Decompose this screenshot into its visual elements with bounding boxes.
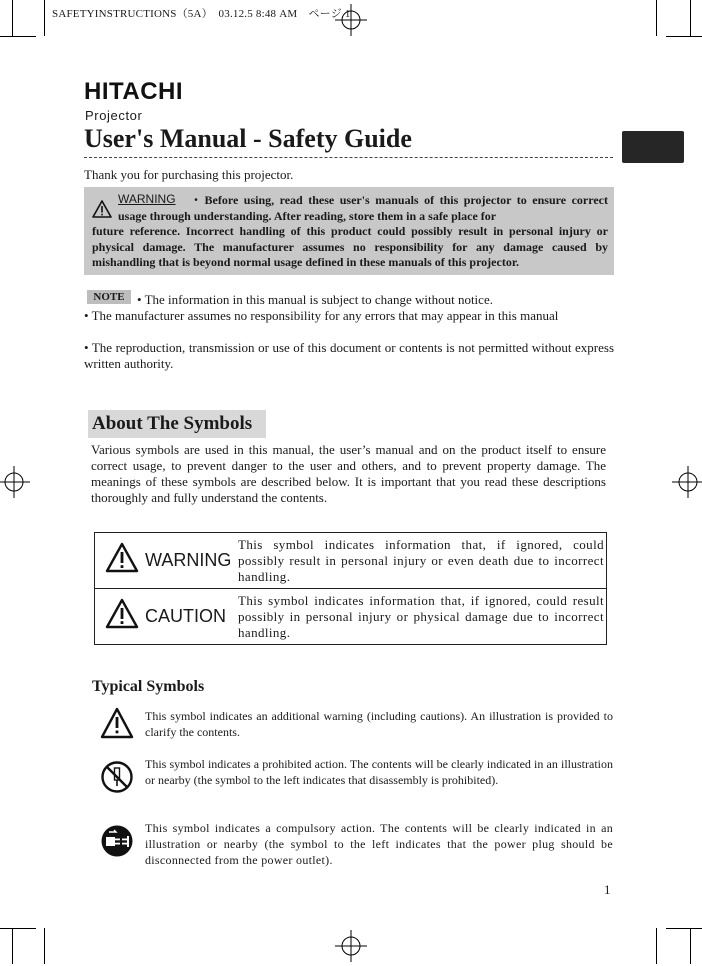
no-disassembly-icon (100, 760, 134, 794)
language-tab (622, 131, 684, 163)
crop-mark (12, 928, 13, 964)
brand-logo: HITACHI (84, 78, 184, 105)
section-heading: About The Symbols (88, 410, 266, 438)
crop-mark (0, 36, 36, 37)
registration-mark-right (668, 462, 702, 502)
typical-symbol-text: This symbol indicates an additional warning (including cautions). An illustration is provided to clarify the contents. (145, 709, 613, 739)
print-header: SAFETYINSTRUCTIONS（5A） 03.12.5 8:48 AM ページ 1 (52, 8, 351, 20)
symbol-description: This symbol indicates information that, if ignored, could result possibly in personal injury or physical damage due to incorrect handling. (237, 589, 607, 645)
crop-mark (690, 0, 691, 36)
page-number: 1 (604, 882, 611, 897)
table-row (95, 589, 607, 645)
warning-triangle-icon (100, 706, 134, 740)
warning-label: WARNING (118, 192, 176, 206)
product-label: Projector (85, 108, 143, 123)
typical-symbol-text: This symbol indicates a prohibited action. The contents will be clearly indicated in an illustration or nearby (the symbol to the left indicates that disassembly is prohibited). (145, 757, 613, 787)
note-badge: NOTE (87, 290, 131, 304)
crop-mark (12, 0, 13, 36)
typical-symbols-heading: Typical Symbols (92, 678, 205, 695)
note-item: • The reproduction, transmission or use of this document or contents is not permitted without express written authority. (84, 340, 614, 371)
page-title: User's Manual - Safety Guide (84, 124, 412, 153)
symbol-table (94, 532, 607, 645)
crop-mark (690, 928, 691, 964)
registration-mark-left (0, 462, 34, 502)
crop-mark (656, 0, 657, 36)
crop-mark (0, 928, 36, 929)
crop-mark (656, 928, 657, 964)
caution-triangle-icon (105, 598, 139, 635)
section-body: Various symbols are used in this manual, the user’s manual and on the product itself to ensure correct usage, to prevent danger to the user and others, and to prevent property damage. The meanings of these symbols are described below. It is important that you read these descriptions thoroughly and fully understand the contents. (91, 442, 606, 505)
warning-text: future reference. Incorrect handling of this product could possibly result in personal injury or physical damage. The manufacturer assumes no responsibility for any damage caused by mishandling that is beyond normal usage defined in these manuals of this projector. (92, 224, 608, 269)
symbol-label: WARNING (145, 550, 232, 570)
crop-mark (666, 36, 702, 37)
symbol-description: This symbol indicates information that, if ignored, could possibly result in personal injury or even death due to incorrect handling. (237, 533, 607, 589)
crop-mark (44, 0, 45, 36)
thanks-text: Thank you for purchasing this projector. (84, 167, 294, 182)
crop-mark (44, 928, 45, 964)
title-rule (84, 157, 613, 158)
typical-symbol-text: This symbol indicates a compulsory action. The contents will be clearly indicated in an illustration or nearby (the symbol to the left indicates that the power plug should be disconnected from the power outlet). (145, 821, 613, 867)
warning-triangle-icon (92, 200, 112, 218)
unplug-icon (100, 824, 134, 858)
note-item: • The information in this manual is subject to change without notice. (137, 292, 493, 307)
table-row (95, 533, 607, 589)
warning-triangle-icon (105, 542, 139, 579)
symbol-label: CAUTION (145, 606, 226, 626)
crop-mark (666, 928, 702, 929)
registration-mark-bottom (331, 926, 371, 966)
warning-text: ・Before using, read these user's manuals of this projector to ensure correct usage through understanding. After reading, store them in a safe place for (118, 193, 608, 223)
note-item: • The manufacturer assumes no responsibility for any errors that may appear in this manual (84, 308, 559, 323)
